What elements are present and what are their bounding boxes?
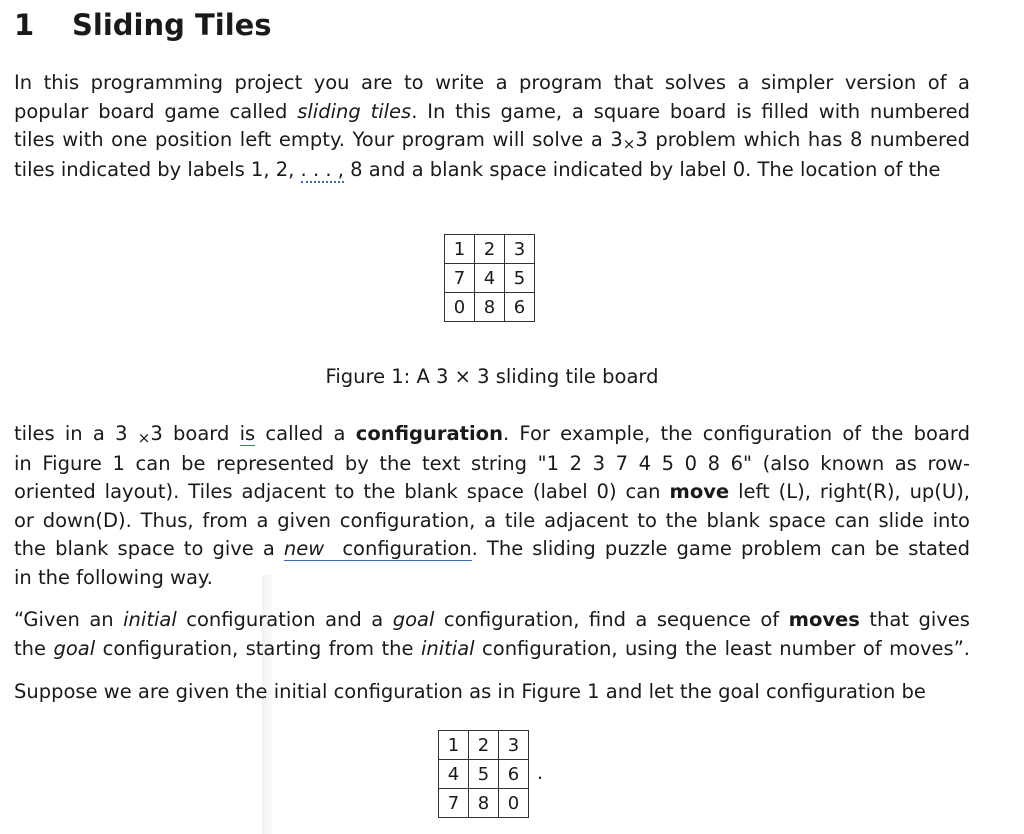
tile-cell: 0: [499, 789, 529, 818]
tile-cell: 6: [499, 760, 529, 789]
tile-cell: 7: [445, 264, 475, 293]
tile-cell: 8: [475, 293, 505, 322]
text-line: In this programming project you are to write a program that solves a simpler version of a: [14, 71, 970, 94]
problem-statement: [14, 606, 970, 663]
tile-cell: 0: [445, 293, 475, 322]
ellipsis: . . . ,: [300, 157, 344, 181]
text-line: Suppose we are given the initial configuration as in Figure 1 and let the goal configuration be: [14, 680, 926, 703]
figure1-board: [444, 234, 535, 322]
figure2-board: [438, 730, 529, 818]
tile-cell: 4: [439, 760, 469, 789]
tile-cell: 2: [469, 731, 499, 760]
section-number: 1: [14, 8, 35, 42]
section-heading: [14, 8, 272, 42]
tile-cell: 5: [469, 760, 499, 789]
times-symbol: ×: [137, 429, 151, 447]
tile-cell: 1: [445, 235, 475, 264]
text-line: or down(D). Thus, from a given configuration, a tile adjacent to the blank space can slide into: [14, 508, 970, 532]
goal-paragraph: [14, 678, 970, 707]
tile-cell: 4: [475, 264, 505, 293]
times-symbol: ×: [622, 135, 636, 154]
text-line: tiles indicated by labels 1, 2, . . . , 8 and a blank space indicated by label 0. The location of the: [14, 157, 941, 181]
text-line: tiles in a 3 ×3 board is called a configuration. For example, the configuration of the board: [14, 422, 970, 447]
text-line: the blank space to give a new configuration. The sliding puzzle game problem can be stated: [14, 537, 971, 561]
tile-cell: 1: [439, 731, 469, 760]
text-line: popular board game called sliding tiles. In this game, a square board is filled with numbered: [14, 99, 970, 123]
figure1-caption: Figure 1: A 3 × 3 sliding tile board: [325, 365, 659, 388]
tile-cell: 5: [505, 264, 535, 293]
text-line: oriented layout). Tiles adjacent to the blank space (label 0) can move left (L), right(R), up(U),: [14, 480, 970, 504]
trailing-period: .: [537, 762, 544, 784]
configuration-paragraph: [14, 420, 970, 593]
text-line: “Given an initial configuration and a goal configuration, find a sequence of moves that gives: [14, 608, 970, 631]
tile-cell: 3: [505, 235, 535, 264]
tile-cell: 7: [439, 789, 469, 818]
section-title: Sliding Tiles: [72, 8, 272, 42]
text-line: in the following way.: [14, 565, 213, 589]
text-line: in Figure 1 can be represented by the text string "1 2 3 7 4 5 0 8 6" (also known as row-: [14, 451, 970, 475]
intro-paragraph: [14, 69, 970, 184]
tile-cell: 6: [505, 293, 535, 322]
text-line: tiles with one position left empty. Your program will solve a 3×3 problem which has 8 numbered: [14, 128, 970, 154]
tile-cell: 2: [475, 235, 505, 264]
text-line: the goal configuration, starting from the initial configuration, using the least number of moves”.: [14, 636, 971, 660]
tile-cell: 3: [499, 731, 529, 760]
tile-cell: 8: [469, 789, 499, 818]
